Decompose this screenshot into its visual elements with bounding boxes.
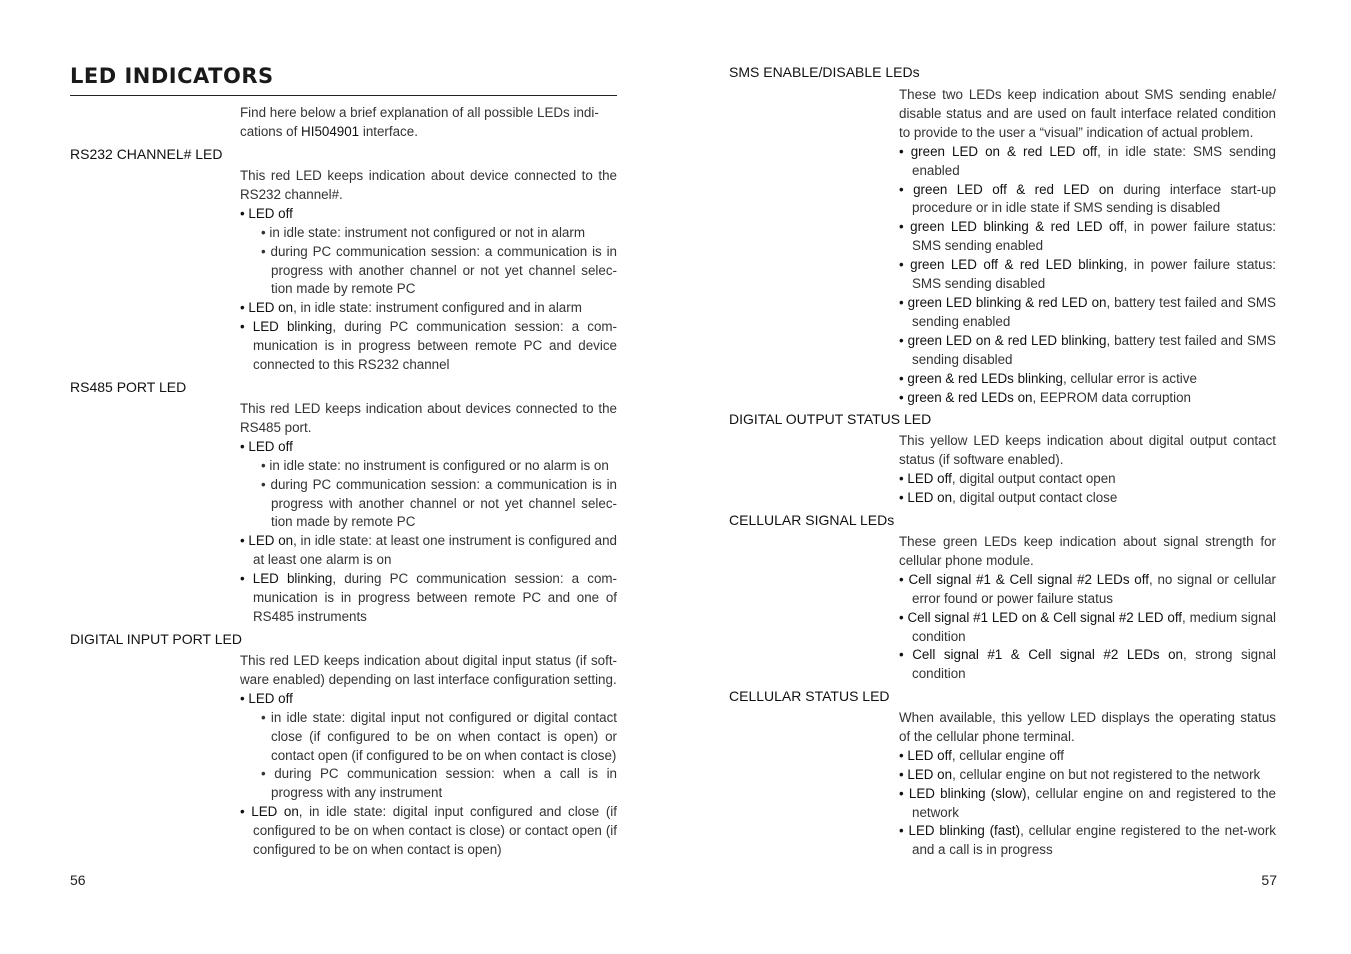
section-heading-rs485: RS485 PORT LED bbox=[70, 379, 187, 395]
right-page bbox=[729, 0, 1277, 954]
list-item bbox=[240, 570, 617, 627]
list-item bbox=[899, 747, 1276, 766]
list-item-key: • LED on bbox=[240, 300, 294, 316]
section-desc: These green LEDs keep indication about signal strength for cellular phone module. bbox=[899, 534, 1276, 568]
list-item-text: , in idle state: digital input configured and close (if configured to be on when contact is close) or contact open (if configured to be on when contact is open) bbox=[253, 804, 617, 858]
title-divider bbox=[70, 95, 617, 96]
list-item-key: • LED blinking (fast) bbox=[899, 823, 1021, 839]
list-item bbox=[899, 646, 1276, 684]
list-item: • during PC communication session: a communication is in progress with another channel or not yet channel selec-tion made by remote PC bbox=[261, 243, 617, 297]
list-item: • in idle state: no instrument is configured or no alarm is on bbox=[261, 457, 609, 473]
list-item-text: , medium signal condition bbox=[912, 609, 1276, 644]
list-item bbox=[899, 332, 1276, 370]
intro-line-2b: interface. bbox=[359, 123, 418, 139]
list-item-key: • LED off bbox=[899, 470, 952, 486]
list-item: • in idle state: digital input not configured or digital contact close (if configured to be on when contact is open) or contact open (if configured to be on when contact is close) bbox=[261, 709, 617, 763]
list-item-key: • LED on bbox=[899, 766, 953, 782]
list-item: • in idle state: instrument not configured or not in alarm bbox=[261, 224, 585, 240]
section-heading-digital-output: DIGITAL OUTPUT STATUS LED bbox=[729, 411, 932, 427]
led-off-label: • LED off bbox=[240, 438, 293, 454]
intro-line-1: Find here below a brief explanation of all possible LEDs indi- bbox=[240, 105, 599, 120]
list-item-text: , in idle state: instrument configured and in alarm bbox=[293, 300, 582, 316]
list-item bbox=[899, 256, 1276, 294]
section-desc: This red LED keeps indication about device connected to the RS232 channel#. bbox=[240, 168, 617, 202]
list-item-key: • green LED off & red LED blinking bbox=[899, 257, 1124, 273]
section-desc: When available, this yellow LED displays the operating status of the cellular phone terminal. bbox=[899, 710, 1276, 744]
list-item-text: , digital output contact close bbox=[952, 489, 1118, 505]
list-item bbox=[240, 299, 617, 318]
list-item-text: , strong signal condition bbox=[912, 647, 1276, 682]
list-item-text: , battery test failed and SMS sending enabled bbox=[912, 294, 1276, 329]
list-item bbox=[899, 785, 1276, 823]
section-body-digital-input bbox=[240, 652, 617, 860]
list-item-text: , in power failure status: SMS sending enabled bbox=[912, 219, 1276, 254]
section-body-sms bbox=[899, 86, 1276, 407]
section-body-rs232 bbox=[240, 167, 617, 375]
page-number: 56 bbox=[70, 872, 86, 888]
section-body-cellular-status bbox=[899, 709, 1276, 860]
list-item-key: • green LED off & red LED on bbox=[899, 181, 1114, 197]
list-item-text: , in idle state: SMS sending enabled bbox=[912, 143, 1276, 178]
list-item-key: • LED blinking bbox=[240, 319, 333, 335]
list-item-key: • LED off bbox=[899, 747, 952, 763]
section-desc: This red LED keeps indication about devices connected to the RS485 port. bbox=[240, 401, 617, 435]
section-heading-cellular-signal: CELLULAR SIGNAL LEDs bbox=[729, 512, 895, 528]
section-desc: This red LED keeps indication about digital input status (if soft-ware enabled) depending on last interface configuration setting. bbox=[240, 653, 617, 687]
list-item-text: , in power failure status: SMS sending disabled bbox=[912, 257, 1276, 292]
list-item-text: , in idle state: at least one instrument is configured and at least one alarm is on bbox=[253, 533, 617, 568]
section-desc: These two LEDs keep indication about SMS sending enable/ disable status and are used on fault interface related condition to provide to the user a “visual” indication of actual problem. bbox=[899, 87, 1276, 140]
list-item-key: • green LED blinking & red LED on bbox=[899, 294, 1107, 310]
section-body-cellular-signal bbox=[899, 533, 1276, 684]
list-item-text: , battery test failed and SMS sending disabled bbox=[912, 332, 1276, 367]
section-body-rs485 bbox=[240, 400, 617, 627]
list-item-text: , cellular error is active bbox=[1062, 370, 1197, 386]
list-item-key: • green & red LEDs on bbox=[899, 389, 1033, 405]
list-item bbox=[899, 143, 1276, 181]
list-item-key: • green LED blinking & red LED off bbox=[899, 219, 1124, 235]
list-item-key: • green LED on & red LED off bbox=[899, 143, 1098, 159]
list-item-text: , during PC communication session: a com-munication is in progress between remote PC and one of RS485 instruments bbox=[253, 571, 618, 624]
list-item bbox=[899, 489, 1276, 508]
page-number: 57 bbox=[1261, 872, 1277, 888]
list-item-key: • Cell signal #1 & Cell signal #2 LEDs on bbox=[899, 647, 1183, 663]
intro-text bbox=[240, 104, 617, 142]
list-item-text: , cellular engine on but not registered to the network bbox=[952, 766, 1261, 782]
list-item-key: • LED on bbox=[899, 489, 953, 505]
section-heading-digital-input: DIGITAL INPUT PORT LED bbox=[70, 631, 242, 647]
list-item bbox=[240, 803, 617, 860]
list-item bbox=[899, 389, 1276, 408]
intro-line-2a: cations of bbox=[240, 123, 302, 139]
list-item-key: • green & red LEDs blinking bbox=[899, 370, 1063, 386]
list-item bbox=[899, 370, 1276, 389]
list-item-text: , cellular engine off bbox=[951, 747, 1064, 763]
list-item-text: , during PC communication session: a com-munication is in progress between remote PC and device connected to this RS232 channel bbox=[253, 319, 618, 373]
led-off-label: • LED off bbox=[240, 690, 293, 706]
list-item-key: • LED blinking (slow) bbox=[899, 785, 1027, 801]
list-item bbox=[899, 766, 1276, 785]
section-desc: This yellow LED keeps indication about digital output contact status (if software enabled). bbox=[899, 433, 1276, 467]
list-item bbox=[240, 318, 617, 375]
section-heading-cellular-status: CELLULAR STATUS LED bbox=[729, 688, 890, 704]
list-item-key: • LED blinking bbox=[240, 571, 333, 587]
list-item bbox=[899, 571, 1276, 609]
list-item-text: , cellular engine registered to the net-work and a call is in progress bbox=[912, 823, 1276, 858]
section-heading-rs232: RS232 CHANNEL# LED bbox=[70, 146, 223, 162]
list-item bbox=[899, 470, 1276, 489]
list-item-text: , no signal or cellular error found or power failure status bbox=[912, 571, 1277, 606]
list-item bbox=[899, 822, 1276, 860]
list-item bbox=[899, 181, 1276, 219]
list-item-text: during interface start-up procedure or in idle state if SMS sending is disabled bbox=[912, 181, 1277, 216]
left-page bbox=[70, 0, 618, 954]
list-item bbox=[240, 532, 617, 570]
list-item-key: • Cell signal #1 & Cell signal #2 LEDs off bbox=[899, 571, 1149, 587]
list-item: • during PC communication session: a communication is in progress with another channel or not yet channel selec-tion made by remote PC bbox=[261, 476, 617, 530]
list-item bbox=[899, 609, 1276, 647]
list-item bbox=[899, 294, 1276, 332]
list-item-key: • Cell signal #1 LED on & Cell signal #2 LED off bbox=[899, 609, 1183, 625]
section-body-digital-output bbox=[899, 432, 1276, 508]
list-item: • during PC communication session: when a call is in progress with any instrument bbox=[261, 766, 617, 801]
section-heading-sms: SMS ENABLE/DISABLE LEDs bbox=[729, 64, 920, 80]
page-title: LED INDICATORS bbox=[70, 64, 274, 88]
list-item-text: , digital output contact open bbox=[951, 470, 1116, 486]
list-item-text: , EEPROM data corruption bbox=[1032, 389, 1191, 405]
list-item-key: • green LED on & red LED blinking bbox=[899, 332, 1107, 348]
list-item-text: , cellular engine on and registered to the network bbox=[912, 785, 1277, 820]
list-item-key: • LED on bbox=[240, 804, 299, 820]
led-off-label: • LED off bbox=[240, 205, 293, 221]
list-item-key: • LED on bbox=[240, 533, 294, 549]
product-code: HI504901 bbox=[301, 123, 360, 139]
list-item bbox=[899, 218, 1276, 256]
